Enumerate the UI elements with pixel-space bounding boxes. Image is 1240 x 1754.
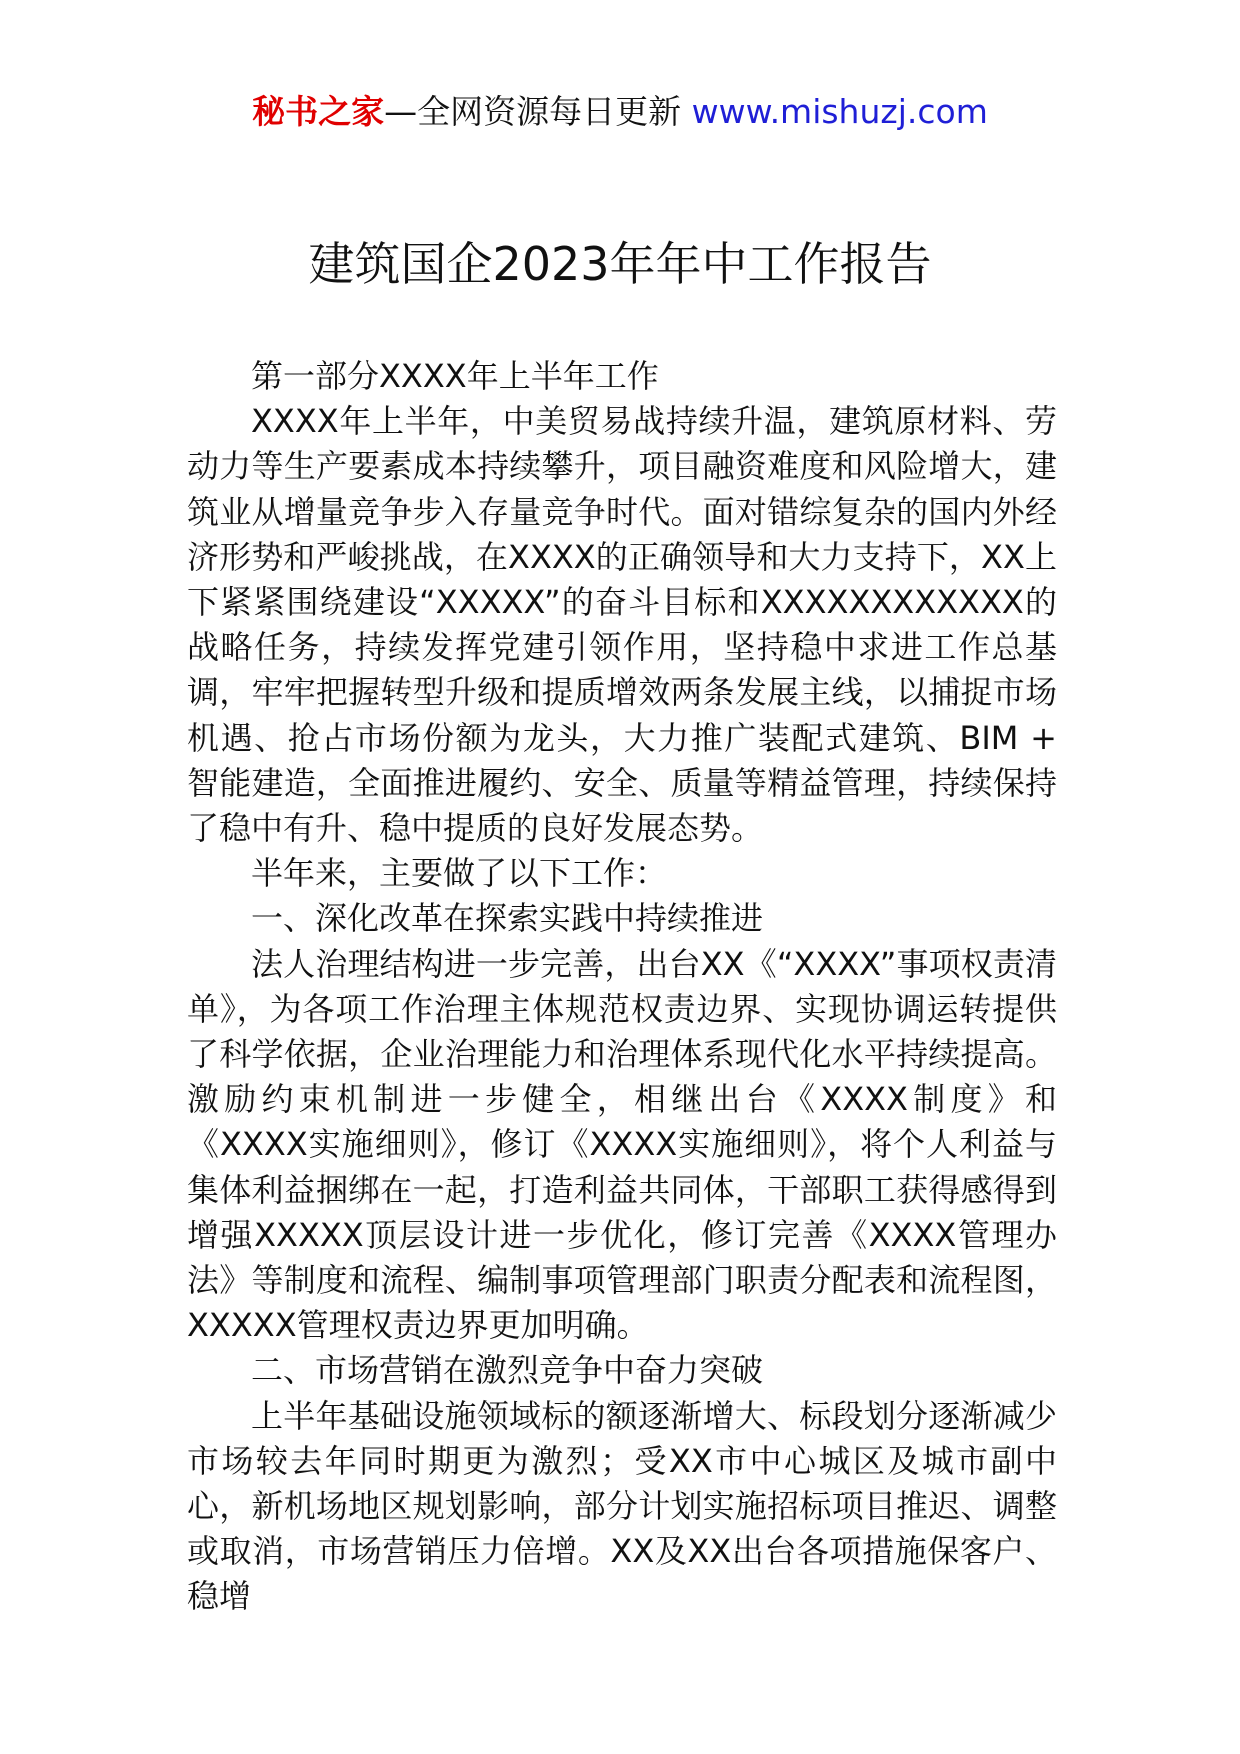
section-heading-reform: 一、深化改革在探索实践中持续推进: [251, 899, 764, 938]
site-header: [0, 88, 1240, 136]
document-title: 建筑国企2023年年中工作报告: [308, 237, 932, 291]
section-heading-marketing: 二、市场营销在激烈竞争中奋力突破: [251, 1351, 764, 1390]
site-tagline: —全网资源每日更新: [384, 92, 692, 131]
section-heading-part-one: 第一部分XXXX年上半年工作: [251, 357, 659, 395]
body-paragraph-intro: 半年来，主要做了以下工作：: [251, 854, 668, 893]
body-paragraph-overview: XXXX年上半年，中美贸易战持续升温，建筑原材料、劳动力等生产要素成本持续攀升，项目融资难度和风险增大，建筑业从增量竞争步入存量竞争时代。面对错综复杂的国内外经济形势和严峻挑战，在XXXX的正确领导和大力支持下，XX上下紧紧围绕建设“XXXXX”的奋斗目标和XXXXXXXXXXXX的战略任务，持续发挥党建引领作用，坚持稳中求进工作总基调，牢牢把握转型升级和提质增效两条发展主线，以捕捉市场机遇、抢占市场份额为龙头，大力推广装配式建筑、BIM + 智能建造，全面推进履约、安全、质量等精益管理，持续保持了稳中有升、稳中提质的良好发展态势。: [187, 402, 1057, 848]
body-paragraph-marketing: 上半年基础设施领域标的额逐渐增大、标段划分逐渐减少市场较去年同时期更为激烈；受XX市中心城区及城市副中心，新机场地区规划影响，部分计划实施招标项目推迟、调整或取消，市场营销压力倍增。XX及XX出台各项措施保客户、稳增: [187, 1396, 1057, 1616]
document-body: [187, 354, 1057, 1620]
body-paragraph-reform: 法人治理结构进一步完善，出台XX《“XXXX”事项权责清单》，为各项工作治理主体规范权责边界、实现协调运转提供了科学依据，企业治理能力和治理体系现代化水平持续提高。激励约束机制进一步健全，相继出台《XXXX制度》和《XXXX实施细则》，修订《XXXX实施细则》，将个人利益与集体利益捆绑在一起，打造利益共同体，干部职工获得感得到增强XXXXX顶层设计进一步优化，修订完善《XXXX管理办法》等制度和流程、编制事项管理部门职责分配表和流程图，XXXXX管理权责边界更加明确。: [187, 944, 1057, 1345]
site-brand: 秘书之家: [252, 92, 385, 131]
site-url-link[interactable]: www.mishuzj.com: [691, 92, 988, 131]
